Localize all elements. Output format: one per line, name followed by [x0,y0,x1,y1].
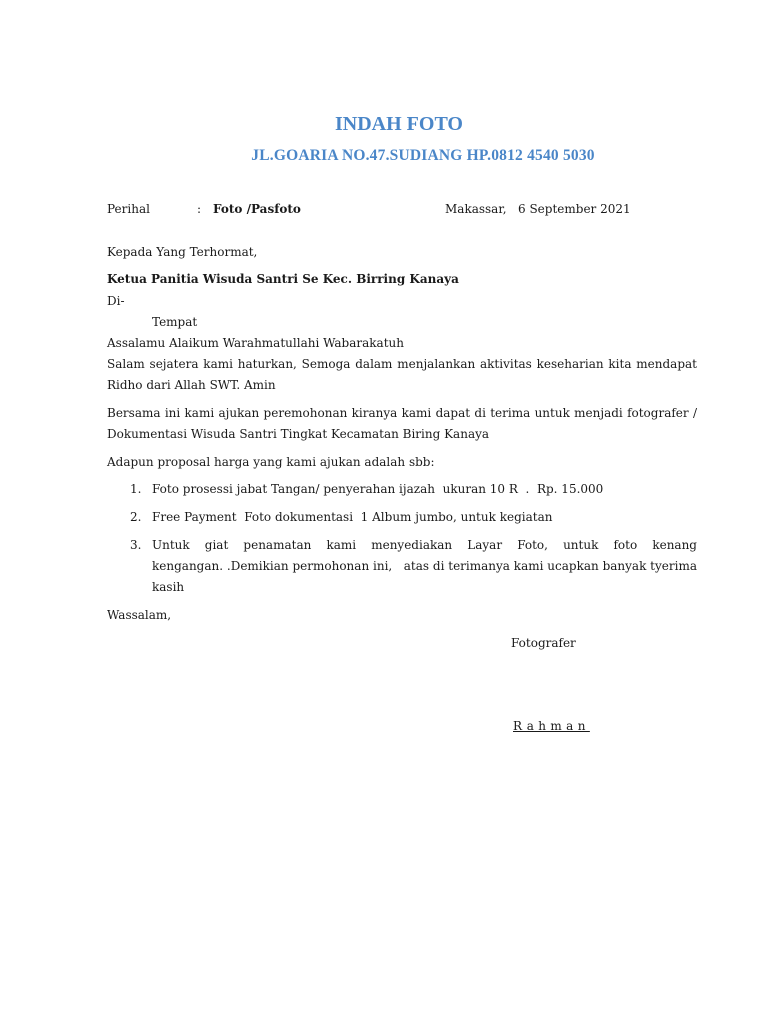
subject-value: Foto /Pasfoto [213,202,301,216]
list-item-text [152,535,697,598]
recipient-greeting: Kepada Yang Terhormat, [107,245,258,259]
list-item-number: 3. [130,538,142,552]
list-item-line-2: kengangan. .Demikian permohonan ini, atas di terimanya kami ucapkan banyak tyerima [152,559,697,573]
list-item-text: Foto prosessi jabat Tangan/ penyerahan ijazah ukuran 10 R . Rp. 15.000 [152,482,604,496]
recipient-di: Di- [107,294,125,308]
paragraph-request-line-2: Dokumentasi Wisuda Santri Tingkat Kecamatan Biring Kanaya [107,427,490,441]
closing-wassalam: Wassalam, [107,608,172,622]
list-item-number: 2. [130,510,142,524]
subject-colon: : [197,202,202,216]
paragraph-request-line-1: Bersama ini kami ajukan peremohonan kiranya kami dapat di terima untuk menjadi fotografer / [107,406,697,420]
recipient-place: Tempat [152,315,198,329]
paragraph-request [107,403,697,445]
paragraph-proposal-intro: Adapun proposal harga yang kami ajukan adalah sbb: [107,455,435,469]
paragraph-greeting [107,354,697,396]
list-item [130,479,697,500]
list-item-line-3: kasih [152,580,185,594]
list-item [130,535,697,598]
opening-salam: Assalamu Alaikum Warahmatullahi Wabarakatuh [107,336,404,350]
letterhead-title: INDAH FOTO [335,113,463,135]
list-item-line-1: Untuk giat penamatan kami menyediakan Layar Foto, untuk foto kenang [152,538,697,552]
signer-name: Rahman [513,719,590,733]
letterhead-address: JL.GOARIA NO.47.SUDIANG HP.0812 4540 5030 [251,147,595,164]
signer-role: Fotografer [511,636,576,650]
recipient-name: Ketua Panitia Wisuda Santri Se Kec. Birring Kanaya [107,272,459,286]
list-item-number: 1. [130,482,142,496]
list-item-text: Free Payment Foto dokumentasi 1 Album jumbo, untuk kegiatan [152,510,553,524]
list-item [130,507,697,528]
paragraph-greeting-line-1: Salam sejatera kami haturkan, Semoga dalam menjalankan aktivitas keseharian kita mendapat [107,357,697,371]
place-date: Makassar, 6 September 2021 [445,202,631,216]
subject-label: Perihal [107,202,150,216]
paragraph-greeting-line-2: Ridho dari Allah SWT. Amin [107,378,276,392]
